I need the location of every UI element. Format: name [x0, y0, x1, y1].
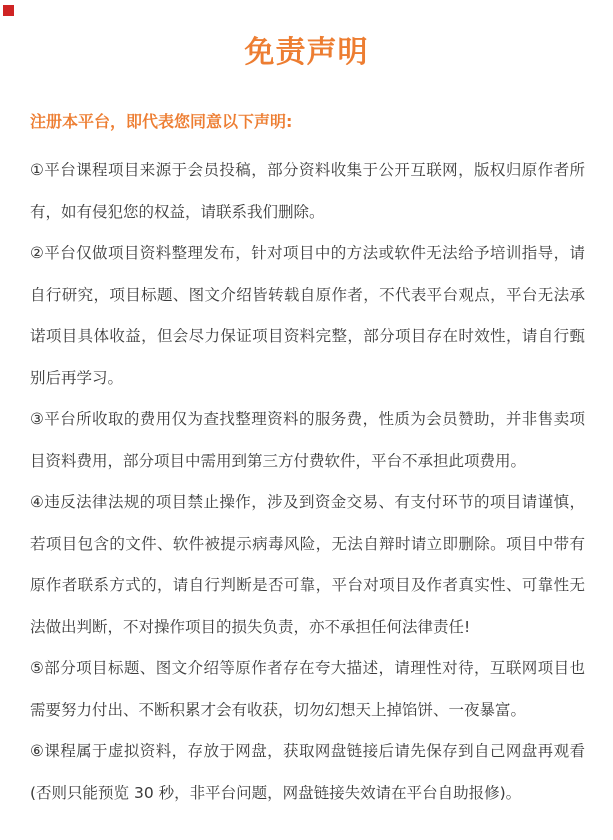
disclaimer-content: [0, 101, 613, 815]
intro-statement: 注册本平台，即代表您同意以下声明:: [30, 111, 293, 131]
page-title: 免责声明: [244, 35, 369, 70]
disclaimer-paragraph-6: ⑥课程属于虚拟资料，存放于网盘，获取网盘链接后请先保存到自己网盘再观看 (否则只能预览 30 秒，非平台问题，网盘链接失效请在平台自助报修)。: [30, 742, 585, 802]
disclaimer-paragraph-3: ③平台所收取的费用仅为查找整理资料的服务费，性质为会员赞助，并非售卖项目资料费用，部分项目中需用到第三方付费软件，平台不承担此项费用。: [30, 410, 585, 470]
red-square-marker-icon: [3, 5, 14, 16]
disclaimer-paragraph-1: ①平台课程项目来源于会员投稿，部分资料收集于公开互联网，版权归原作者所有，如有侵犯您的权益，请联系我们删除。: [30, 161, 585, 221]
disclaimer-paragraph-2: ②平台仅做项目资料整理发布，针对项目中的方法或软件无法给予培训指导，请自行研究，项目标题、图文介绍皆转载自原作者，不代表平台观点，平台无法承诺项目具体收益，但会尽力保证项目资料完整，部分项目存在时效性，请自行甄别后再学习。: [30, 244, 585, 387]
disclaimer-paragraph-5: ⑤部分项目标题、图文介绍等原作者存在夸大描述，请理性对待，互联网项目也需要努力付出、不断积累才会有收获，切勿幻想天上掉馅饼、一夜暴富。: [30, 659, 585, 719]
disclaimer-paragraph-4: ④违反法律法规的项目禁止操作，涉及到资金交易、有支付环节的项目请谨慎，若项目包含的文件、软件被提示病毒风险，无法自辩时请立即删除。项目中带有原作者联系方式的，请自行判断是否可靠，平台对项目及作者真实性、可靠性无法做出判断，不对操作项目的损失负责，亦不承担任何法律责任!: [30, 493, 585, 636]
